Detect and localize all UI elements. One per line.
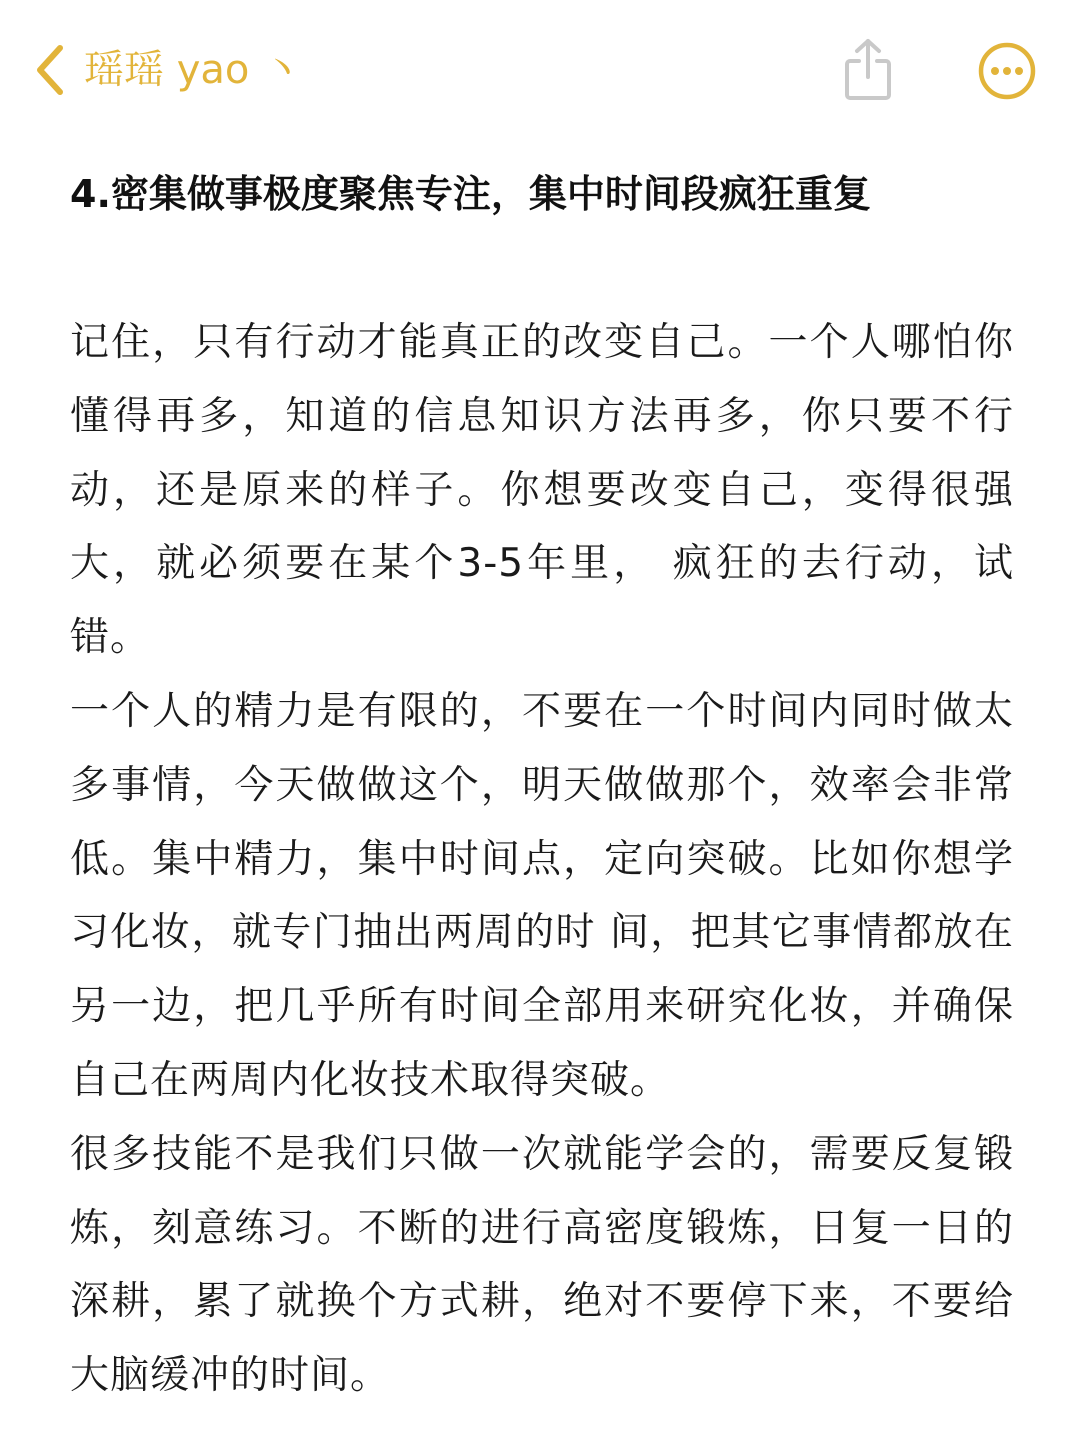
nav-title[interactable]: 瑶瑶 yao 丶 — [84, 47, 303, 93]
more-options-button[interactable] — [976, 40, 1038, 102]
back-button[interactable] — [28, 40, 72, 100]
share-button[interactable] — [838, 34, 898, 104]
chevron-left-icon — [32, 44, 68, 96]
paragraph-3: 很多技能不是我们只做一次就能学会的，需要反复锻炼，刻意练习。不断的进行高密度锻炼，日复一日的深耕，累了就换个方式耕，绝对不要停下来，不要给大脑缓冲的时间。 — [70, 1131, 1014, 1399]
more-icon — [977, 41, 1037, 101]
note-body[interactable] — [70, 306, 1014, 1413]
share-icon — [842, 37, 894, 101]
paragraph-1: 记住，只有行动才能真正的改变自己。一个人哪怕你懂得再多，知道的信息知识方法再多，你只要不行动，还是原来的样子。你想要改变自己，变得很强大，就必须要在某个3-5年里， 疯狂的去行动，试错。 — [70, 320, 1014, 661]
paragraph-2: 一个人的精力是有限的，不要在一个时间内同时做太多事情，今天做做这个，明天做做那个，效率会非常低。集中精力，集中时间点，定向突破。比如你想学习化妆，就专门抽出两周的时 间，把其它事情都放在另一边，把几乎所有时间全部用来研究化妆，并确保自己在两周内化妆技术取得突破。 — [70, 688, 1014, 1103]
navigation-bar — [0, 0, 1080, 140]
note-heading: 4.密集做事极度聚焦专注，集中时间段疯狂重复 — [70, 172, 871, 216]
